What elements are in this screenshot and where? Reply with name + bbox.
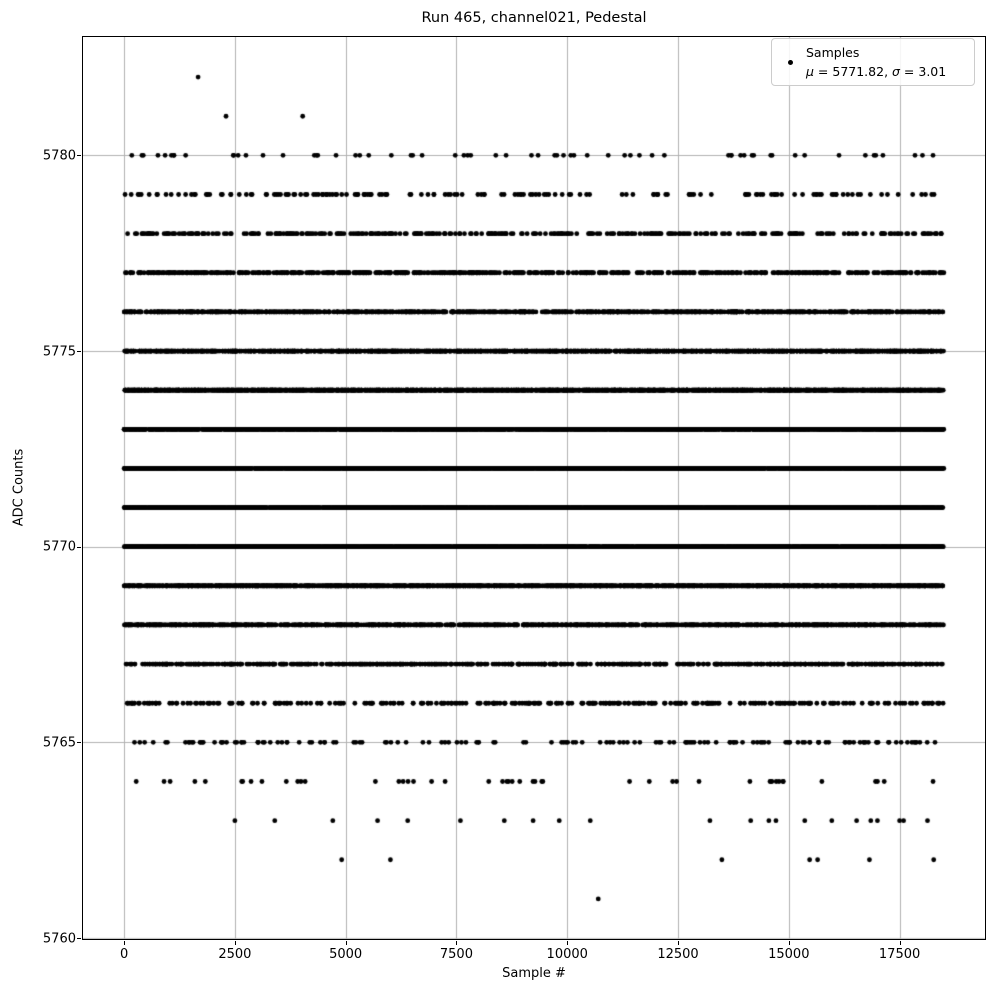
x-tick-mark [124, 941, 125, 945]
x-tick-mark [456, 941, 457, 945]
x-tick-mark [567, 941, 568, 945]
x-tick-label: 2500 [218, 947, 252, 962]
sigma-value: = 3.01 [899, 64, 947, 79]
legend-sample-marker-icon [788, 60, 793, 65]
y-tick-mark [77, 742, 81, 743]
y-tick-mark [77, 938, 81, 939]
x-tick-label: 7500 [439, 947, 473, 962]
y-tick-label: 5770 [42, 539, 76, 555]
x-tick-mark [346, 941, 347, 945]
plot-area [82, 36, 986, 940]
y-tick-label: 5760 [42, 931, 76, 947]
y-tick-mark [77, 351, 81, 352]
plot-title: Run 465, channel021, Pedestal [421, 10, 647, 26]
y-tick-label: 5765 [42, 735, 76, 751]
x-tick-mark [678, 941, 679, 945]
mu-value: = 5771.82, [813, 64, 893, 79]
y-tick-label: 5780 [42, 148, 76, 164]
y-axis-label: ADC Counts [11, 448, 27, 527]
y-tick-mark [77, 155, 81, 156]
x-tick-mark [235, 941, 236, 945]
mu-symbol: μ [806, 64, 814, 79]
x-axis-label: Sample # [502, 966, 566, 981]
legend-text [806, 43, 946, 82]
legend-box [771, 38, 975, 86]
x-tick-mark [789, 941, 790, 945]
x-tick-label: 12500 [657, 947, 699, 962]
x-tick-mark [900, 941, 901, 945]
y-tick-mark [77, 547, 81, 548]
x-tick-label: 10000 [546, 947, 588, 962]
y-tick-label: 5775 [42, 344, 76, 360]
scatter-plot-canvas [82, 36, 986, 940]
x-tick-label: 5000 [329, 947, 363, 962]
sigma-symbol: σ [892, 64, 900, 79]
x-tick-label: 0 [119, 947, 129, 962]
legend-samples-label: Samples [806, 44, 860, 60]
x-tick-label: 17500 [878, 947, 921, 962]
x-tick-label: 15000 [768, 947, 810, 962]
legend-stats-line [806, 62, 946, 81]
